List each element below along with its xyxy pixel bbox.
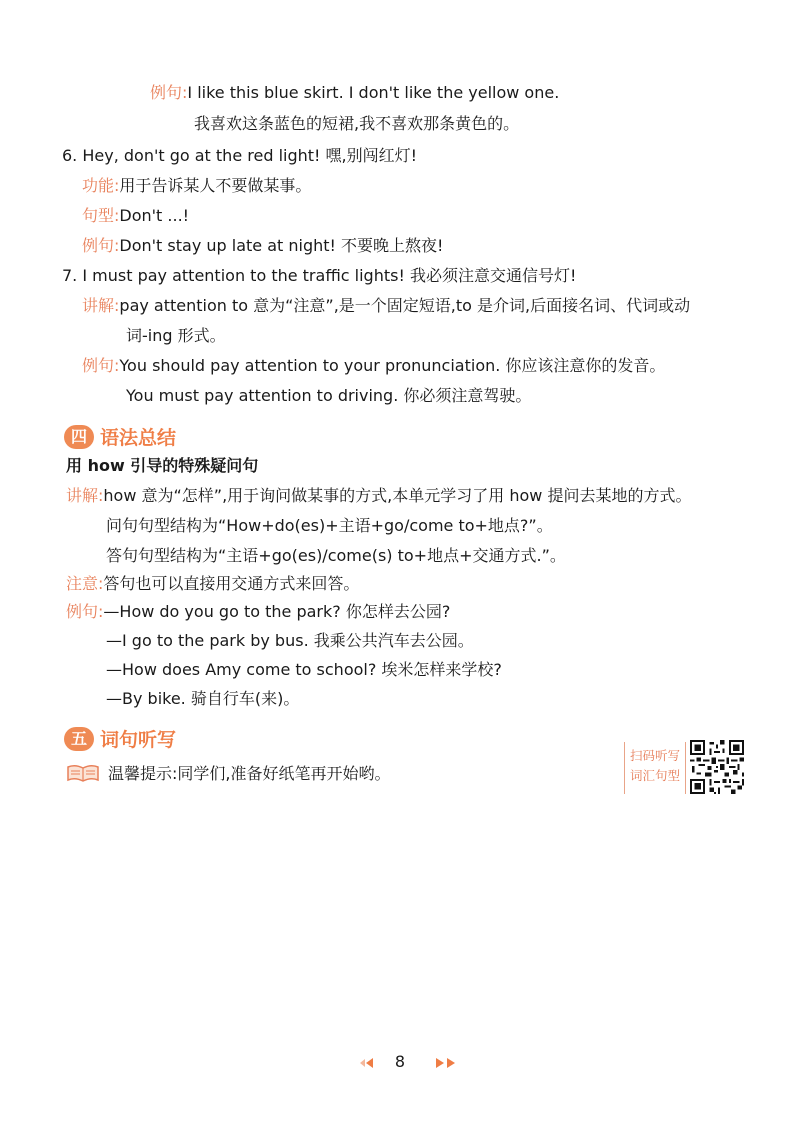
text-line bbox=[126, 385, 531, 407]
label-tag: 讲解: bbox=[82, 296, 120, 315]
text-line bbox=[62, 145, 417, 167]
text-line bbox=[82, 355, 665, 377]
text-line bbox=[126, 325, 226, 347]
section-number-badge: 四 bbox=[64, 425, 94, 449]
text-line bbox=[106, 659, 502, 681]
label-tag: 功能: bbox=[82, 176, 120, 195]
section-number-badge: 五 bbox=[64, 727, 94, 751]
text-line bbox=[106, 545, 566, 567]
text-line bbox=[62, 265, 576, 287]
label-tag: 讲解: bbox=[66, 486, 104, 505]
qr-code-block[interactable] bbox=[624, 740, 742, 798]
text-line bbox=[150, 82, 559, 104]
text-line bbox=[82, 235, 443, 257]
text-line bbox=[66, 485, 691, 507]
section-title bbox=[64, 725, 176, 752]
line-text: —How does Amy come to school? 埃米怎样来学校? bbox=[106, 660, 502, 679]
line-text: —How do you go to the park? 你怎样去公园? bbox=[103, 602, 451, 621]
line-text: pay attention to 意为“注意”,是一个固定短语,to 是介词,后面接名词、代词或动 bbox=[119, 296, 691, 315]
label-tag: 例句: bbox=[82, 236, 120, 255]
text-line bbox=[82, 175, 311, 197]
book-icon bbox=[66, 763, 100, 783]
line-text: 7. I must pay attention to the traffic lights! 我必须注意交通信号灯! bbox=[62, 266, 577, 285]
line-text: 词-ing 形式。 bbox=[126, 326, 226, 345]
line-text: 答句句型结构为“主语+go(es)/come(s) to+地点+交通方式.”。 bbox=[106, 546, 566, 565]
line-text: 答句也可以直接用交通方式来回答。 bbox=[103, 574, 360, 593]
line-text: 问句句型结构为“How+do(es)+主语+go/come to+地点?”。 bbox=[106, 516, 553, 535]
text-line bbox=[82, 205, 189, 227]
line-text: I like this blue skirt. I don't like the yellow one. bbox=[187, 83, 560, 102]
label-tag: 例句: bbox=[150, 83, 188, 102]
text-line bbox=[106, 630, 474, 652]
line-text: how 意为“怎样”,用于询问做某事的方式,本单元学习了用 how 提问去某地的方式。 bbox=[103, 486, 692, 505]
page-number: 8 bbox=[394, 1052, 406, 1071]
line-text: —By bike. 骑自行车(来)。 bbox=[106, 689, 300, 708]
line-text: 用于告诉某人不要做某事。 bbox=[119, 176, 312, 195]
text-line bbox=[106, 515, 553, 537]
qr-code-icon[interactable] bbox=[690, 740, 744, 794]
line-text: —I go to the park by bus. 我乘公共汽车去公园。 bbox=[106, 631, 474, 650]
label-tag: 例句: bbox=[82, 356, 120, 375]
text-line bbox=[194, 113, 519, 135]
line-text: Don't stay up late at night! 不要晚上熬夜! bbox=[119, 236, 444, 255]
qr-label-line2: 词汇句型 bbox=[629, 768, 680, 783]
line-text: Don't ...! bbox=[119, 206, 190, 225]
section-subheading bbox=[66, 455, 258, 477]
qr-label bbox=[624, 742, 686, 794]
text-line bbox=[66, 601, 450, 623]
label-tag: 注意: bbox=[66, 574, 104, 593]
line-text: You should pay attention to your pronunciation. 你应该注意你的发音。 bbox=[119, 356, 666, 375]
section-title-text: 词句听写 bbox=[100, 729, 177, 751]
section-title bbox=[64, 423, 176, 450]
tip-text: 温馨提示:同学们,准备好纸笔再开始哟。 bbox=[108, 764, 391, 783]
text-line bbox=[82, 295, 690, 317]
label-tag: 例句: bbox=[66, 602, 104, 621]
qr-label-line1: 扫码听写 bbox=[629, 748, 680, 763]
text-line bbox=[66, 573, 359, 595]
line-text: You must pay attention to driving. 你必须注意驾驶。 bbox=[126, 386, 532, 405]
line-text: 6. Hey, don't go at the red light! 嘿,别闯红灯! bbox=[62, 146, 418, 165]
label-tag: 句型: bbox=[82, 206, 120, 225]
line-text: 用 how 引导的特殊疑问句 bbox=[66, 456, 259, 475]
text-line bbox=[106, 688, 299, 710]
section-title-text: 语法总结 bbox=[100, 427, 177, 449]
line-text: 我喜欢这条蓝色的短裙,我不喜欢那条黄色的。 bbox=[194, 114, 520, 133]
next-page-icon[interactable] bbox=[434, 1056, 460, 1070]
